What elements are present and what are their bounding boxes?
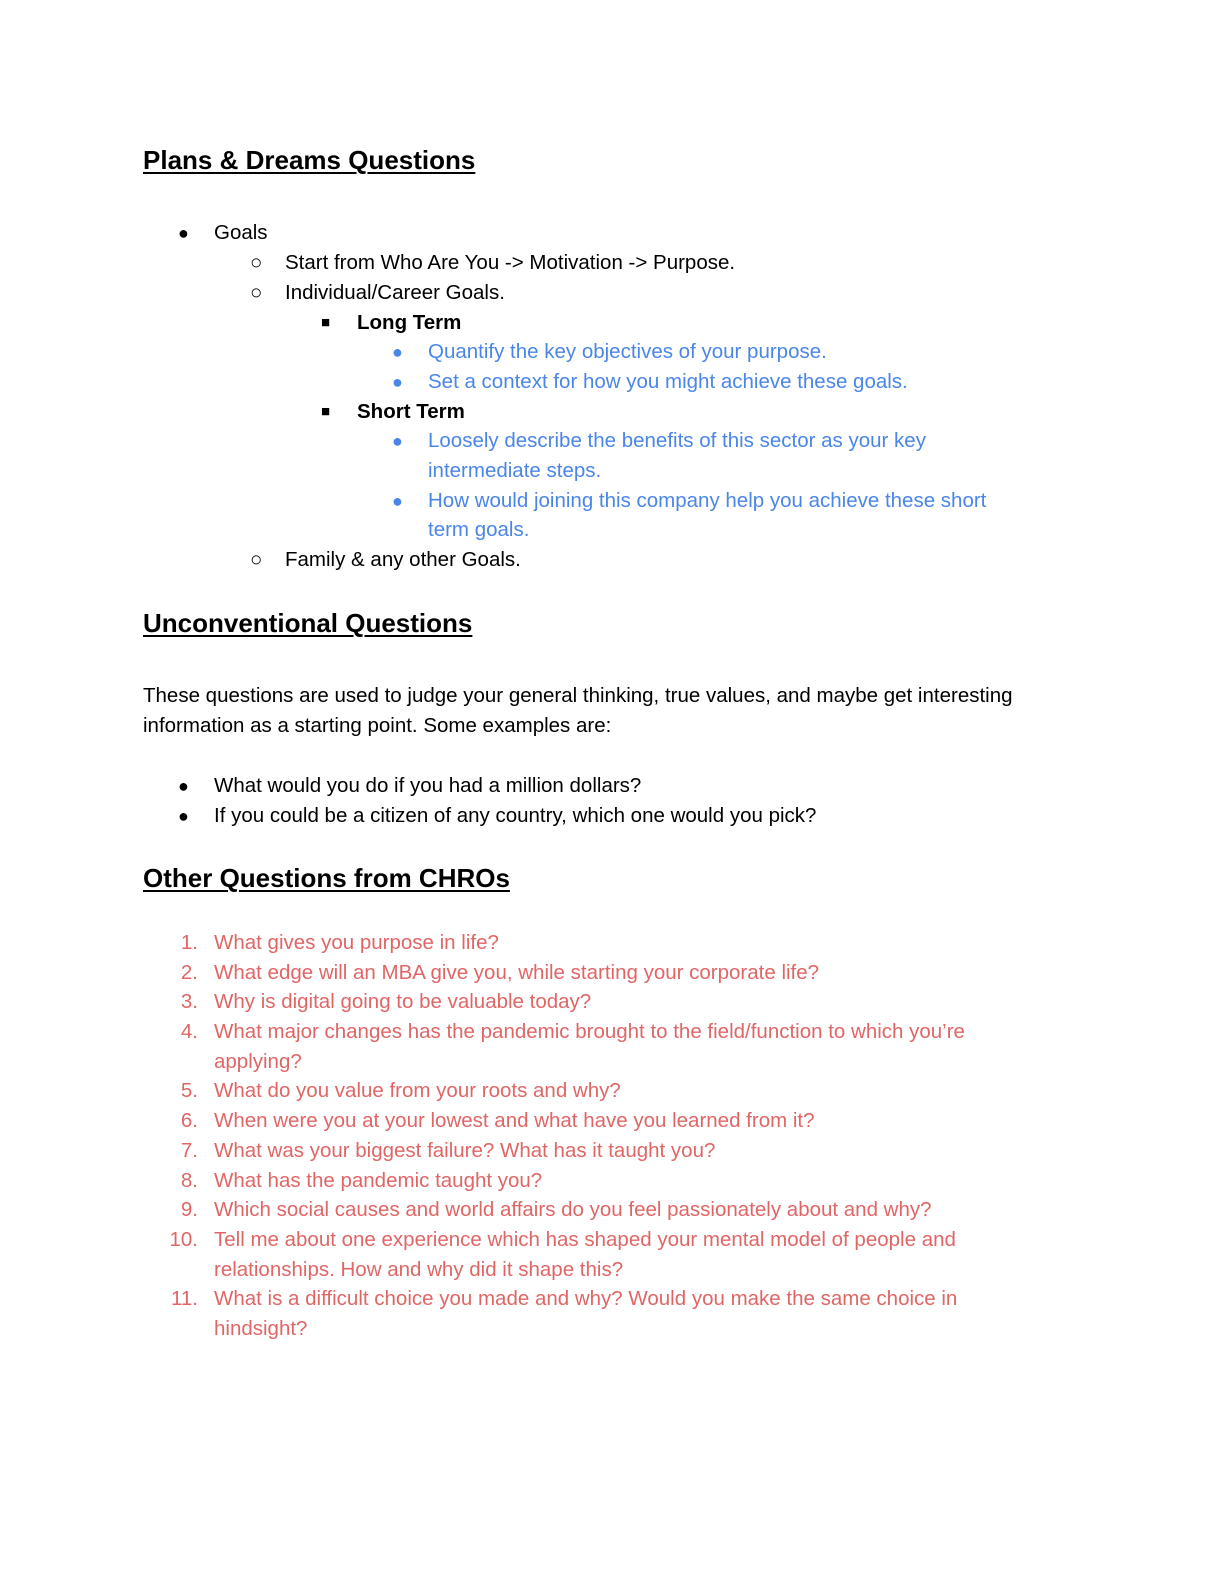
list-number: 4. [180, 1020, 198, 1043]
list-number: 10. [169, 1228, 198, 1251]
list-item: What major changes has the pandemic brought to the field/function to which you’re [214, 1020, 965, 1043]
list-item: Tell me about one experience which has shaped your mental model of people and [214, 1228, 956, 1251]
bullet-disc-icon: ● [178, 776, 189, 796]
plans-heading: Plans & Dreams Questions [143, 145, 476, 175]
bullet-disc-icon: ● [392, 491, 403, 511]
bullet-disc-icon: ● [178, 223, 189, 243]
list-number: 7. [180, 1139, 198, 1162]
goals-sub-item: Start from Who Are You -> Motivation -> Purpose. [285, 251, 736, 274]
bullet-disc-icon: ● [392, 431, 403, 451]
long-term-label: Long Term [357, 311, 462, 334]
list-item: What has the pandemic taught you? [214, 1169, 543, 1192]
short-term-item-cont: intermediate steps. [428, 459, 602, 482]
list-item: What is a difficult choice you made and why? Would you make the same choice in [214, 1287, 958, 1310]
list-item-cont: hindsight? [214, 1317, 308, 1340]
list-item-cont: relationships. How and why did it shape this? [214, 1258, 624, 1281]
short-term-item-cont: term goals. [428, 518, 530, 541]
list-number: 9. [180, 1198, 198, 1221]
list-item: What do you value from your roots and why? [214, 1079, 621, 1102]
bullet-disc-icon: ● [178, 806, 189, 826]
chro-heading: Other Questions from CHROs [143, 863, 510, 893]
unconventional-paragraph-cont: information as a starting point. Some examples are: [143, 714, 612, 737]
list-item: What edge will an MBA give you, while starting your corporate life? [214, 961, 820, 984]
example-item: If you could be a citizen of any country, which one would you pick? [214, 804, 817, 827]
list-item: What was your biggest failure? What has it taught you? [214, 1139, 716, 1162]
list-item: What gives you purpose in life? [214, 931, 499, 954]
bullet-circle-icon: ○ [250, 281, 263, 304]
bullet-disc-icon: ● [392, 342, 403, 362]
list-item: Which social causes and world affairs do you feel passionately about and why? [214, 1198, 932, 1221]
goals-item: Goals [214, 221, 268, 244]
list-number: 3. [180, 990, 198, 1013]
bullet-circle-icon: ○ [250, 548, 263, 571]
list-item: When were you at your lowest and what have you learned from it? [214, 1109, 815, 1132]
unconventional-paragraph: These questions are used to judge your general thinking, true values, and maybe get interesting [143, 684, 1013, 707]
goals-sub-item: Family & any other Goals. [285, 548, 521, 571]
list-number: 5. [180, 1079, 198, 1102]
list-number: 6. [180, 1109, 198, 1132]
list-number: 8. [180, 1169, 198, 1192]
unconventional-heading: Unconventional Questions [143, 608, 473, 638]
goals-sub-item: Individual/Career Goals. [285, 281, 505, 304]
list-item: Why is digital going to be valuable today? [214, 990, 592, 1013]
example-item: What would you do if you had a million dollars? [214, 774, 642, 797]
short-term-label: Short Term [357, 400, 465, 423]
bullet-square-icon: ■ [321, 403, 331, 420]
list-number: 2. [180, 961, 198, 984]
short-term-item: How would joining this company help you achieve these short [428, 489, 987, 512]
bullet-disc-icon: ● [392, 372, 403, 392]
list-number: 1. [180, 931, 198, 954]
list-item-cont: applying? [214, 1050, 302, 1073]
list-number: 11. [171, 1287, 198, 1310]
bullet-circle-icon: ○ [250, 251, 263, 274]
short-term-item: Loosely describe the benefits of this sector as your key [428, 429, 926, 452]
long-term-item: Set a context for how you might achieve these goals. [428, 370, 908, 393]
long-term-item: Quantify the key objectives of your purpose. [428, 340, 827, 363]
bullet-square-icon: ■ [321, 314, 331, 331]
